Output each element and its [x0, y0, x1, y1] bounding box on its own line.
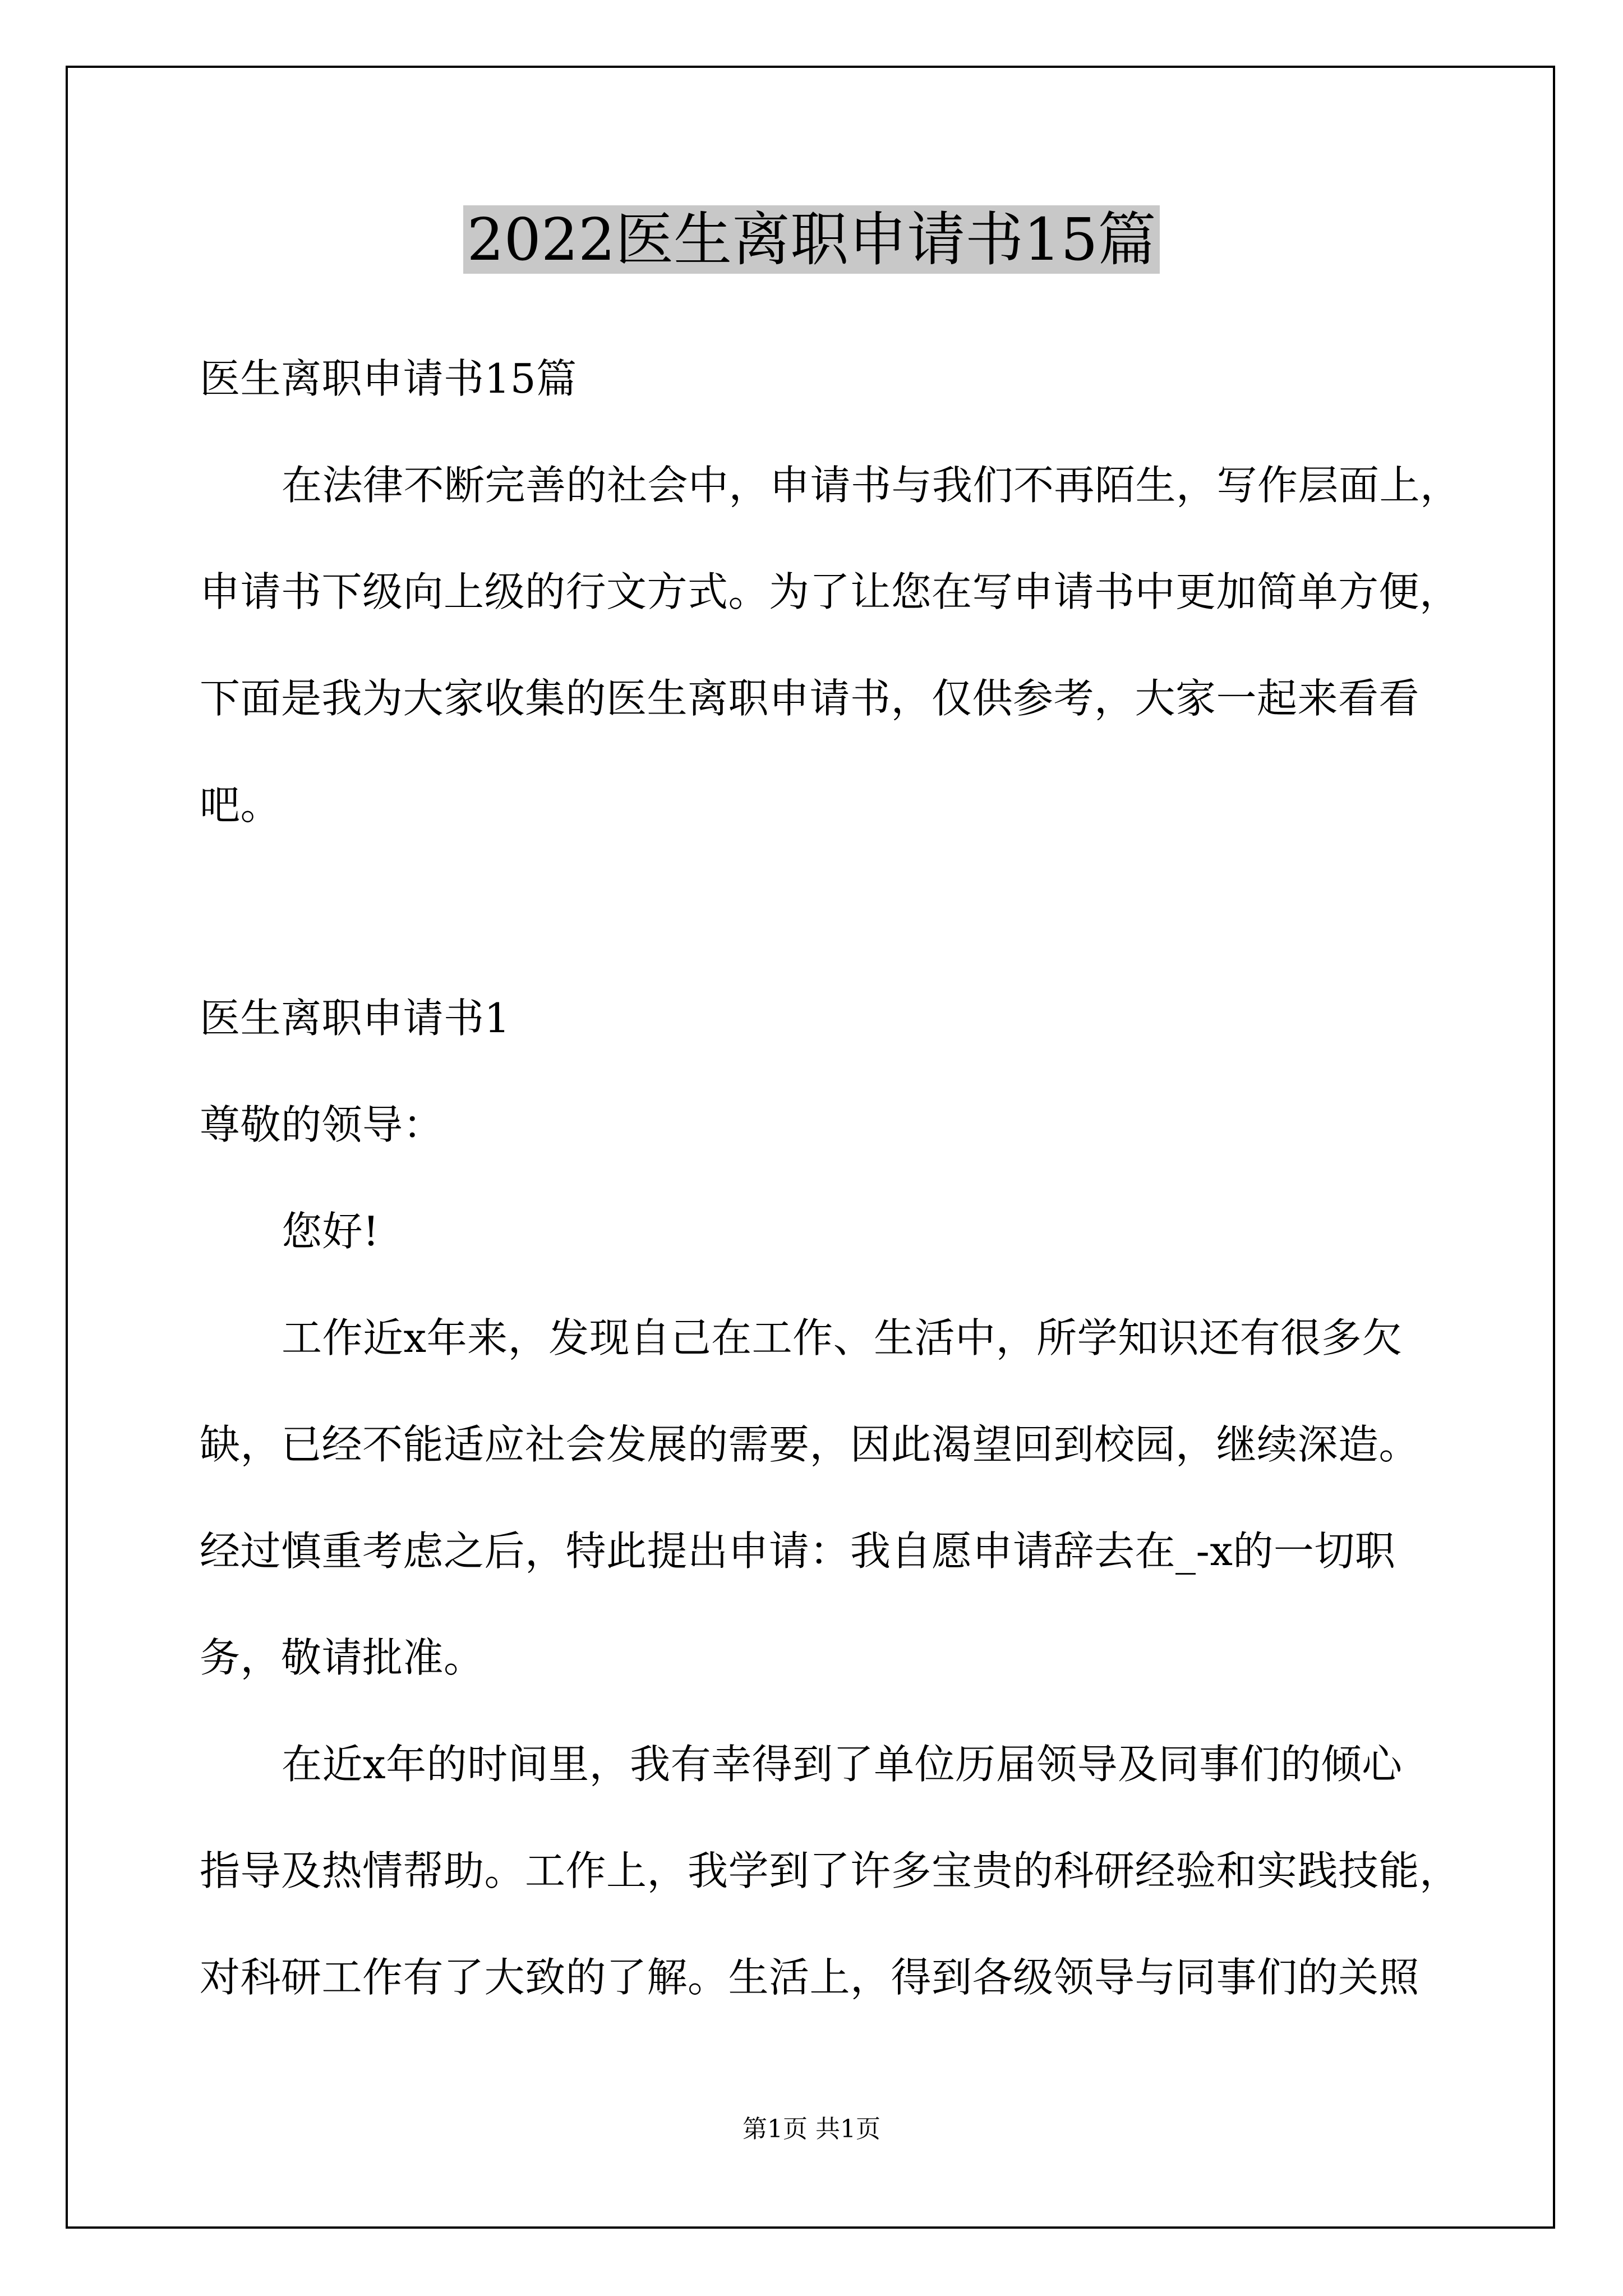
body-line-7: 对科研工作有了大致的了解。生活上，得到各级领导与同事们的关照: [200, 1954, 1420, 2001]
body-line-2: 缺，已经不能适应社会发展的需要，因此渴望回到校园，继续深造。: [200, 1421, 1420, 1468]
intro-line-2: 申请书下级向上级的行文方式。为了让您在写申请书中更加简单方便，: [200, 568, 1460, 615]
greeting: 您好!: [282, 1208, 380, 1255]
salutation: 尊敬的领导：: [200, 1101, 444, 1148]
intro-line-3: 下面是我为大家收集的医生离职申请书，仅供参考，大家一起来看看: [200, 675, 1420, 722]
body-line-4: 务，敬请批准。: [200, 1634, 485, 1681]
subtitle-line: 医生离职申请书15篇: [200, 355, 577, 402]
intro-line-4: 吧。: [200, 781, 282, 829]
body-line-1: 工作近x年来，发现自己在工作、生活中，所学知识还有很多欠: [282, 1314, 1403, 1361]
body-line-3: 经过慎重考虑之后，特此提出申请：我自愿申请辞去在_-x的一切职: [200, 1527, 1396, 1575]
body-line-5: 在近x年的时间里，我有幸得到了单位历届领导及同事们的倾心: [282, 1741, 1403, 1788]
body-line-6: 指导及热情帮助。工作上，我学到了许多宝贵的科研经验和实践技能，: [200, 1847, 1460, 1894]
document-title: [0, 203, 1623, 276]
document-title-text: 2022医生离职申请书15篇: [463, 205, 1159, 274]
page-footer: 第1页 共1页: [743, 2115, 880, 2143]
intro-line-1: 在法律不断完善的社会中，申请书与我们不再陌生，写作层面上，: [282, 462, 1461, 509]
section-heading: 医生离职申请书1: [200, 995, 510, 1042]
